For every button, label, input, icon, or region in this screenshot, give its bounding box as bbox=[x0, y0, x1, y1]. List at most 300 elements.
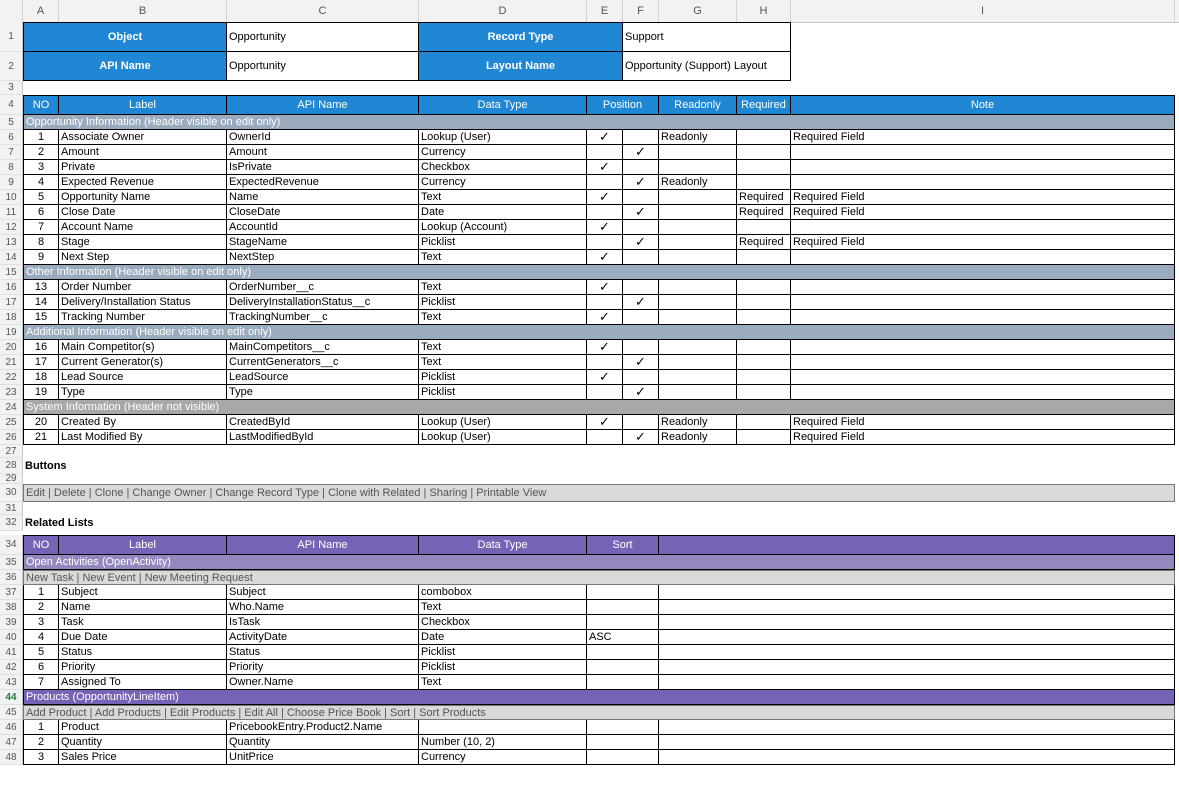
field-readonly[interactable] bbox=[659, 370, 737, 385]
field-data-type[interactable]: Lookup (User) bbox=[419, 130, 587, 145]
related-lists-title: Related Lists bbox=[25, 517, 94, 529]
row-header-37[interactable]: 37 bbox=[0, 585, 23, 600]
row-header-46[interactable]: 46 bbox=[0, 720, 23, 735]
column-header-row bbox=[0, 0, 1179, 23]
row-header-13[interactable]: 13 bbox=[0, 235, 23, 250]
field-note[interactable] bbox=[791, 175, 1175, 190]
position-right-check[interactable]: ✓ bbox=[623, 235, 659, 250]
related-empty bbox=[659, 735, 1175, 750]
position-right-check[interactable] bbox=[623, 370, 659, 385]
column-header-f[interactable]: F bbox=[623, 0, 659, 22]
field-data-type[interactable]: Picklist bbox=[419, 370, 587, 385]
related-data-type[interactable]: Picklist bbox=[419, 645, 587, 660]
field-label[interactable]: Current Generator(s) bbox=[59, 355, 227, 370]
field-api-name[interactable]: AccountId bbox=[227, 220, 419, 235]
buttons-bar[interactable]: Edit | Delete | Clone | Change Owner | Change Record Type | Clone with Related | Sharing | Printable View bbox=[23, 484, 1175, 502]
field-required[interactable]: Required bbox=[737, 190, 791, 205]
field-readonly[interactable] bbox=[659, 205, 737, 220]
row-header-12[interactable]: 12 bbox=[0, 220, 23, 235]
row-header-3[interactable]: 3 bbox=[0, 81, 23, 95]
position-left-check[interactable]: ✓ bbox=[587, 280, 623, 295]
row-header-23[interactable]: 23 bbox=[0, 385, 23, 400]
row-header-38[interactable]: 38 bbox=[0, 600, 23, 615]
row-header-4[interactable]: 4 bbox=[0, 95, 23, 115]
row-header-5[interactable]: 5 bbox=[0, 115, 23, 130]
field-data-type[interactable]: Date bbox=[419, 205, 587, 220]
field-note[interactable] bbox=[791, 220, 1175, 235]
position-right-check[interactable]: ✓ bbox=[623, 385, 659, 400]
field-note[interactable] bbox=[791, 145, 1175, 160]
field-label[interactable]: Main Competitor(s) bbox=[59, 340, 227, 355]
related-no: 6 bbox=[23, 660, 59, 675]
record-type-value[interactable]: Support bbox=[623, 22, 791, 52]
row-header-27[interactable]: 27 bbox=[0, 445, 23, 458]
field-no: 9 bbox=[23, 250, 59, 265]
row-header-36[interactable]: 36 bbox=[0, 570, 23, 585]
field-label[interactable]: Delivery/Installation Status bbox=[59, 295, 227, 310]
row-header-6[interactable]: 6 bbox=[0, 130, 23, 145]
field-data-type[interactable]: Lookup (User) bbox=[419, 415, 587, 430]
field-api-name[interactable]: LastModifiedById bbox=[227, 430, 419, 445]
related-api-name[interactable]: PricebookEntry.Product2.Name bbox=[227, 720, 419, 735]
related-api-name[interactable]: ActivityDate bbox=[227, 630, 419, 645]
field-api-name[interactable]: LeadSource bbox=[227, 370, 419, 385]
field-note[interactable] bbox=[791, 310, 1175, 325]
field-required[interactable]: Required bbox=[737, 205, 791, 220]
field-note[interactable] bbox=[791, 160, 1175, 175]
field-api-name[interactable]: DeliveryInstallationStatus__c bbox=[227, 295, 419, 310]
row-header-1[interactable]: 1 bbox=[0, 22, 23, 52]
related-empty bbox=[659, 645, 1175, 660]
related-no: 7 bbox=[23, 675, 59, 690]
related-empty bbox=[659, 720, 1175, 735]
row-header-40[interactable]: 40 bbox=[0, 630, 23, 645]
related-buttons-bar-0[interactable]: New Task | New Event | New Meeting Request bbox=[23, 570, 1175, 585]
related-sort[interactable] bbox=[587, 585, 659, 600]
related-sort[interactable] bbox=[587, 615, 659, 630]
row-header-7[interactable]: 7 bbox=[0, 145, 23, 160]
related-sort[interactable]: ASC bbox=[587, 630, 659, 645]
field-note[interactable] bbox=[791, 340, 1175, 355]
position-left-check[interactable]: ✓ bbox=[587, 340, 623, 355]
position-left-check[interactable]: ✓ bbox=[587, 130, 623, 145]
field-header-5: Readonly bbox=[659, 95, 737, 115]
position-right-check[interactable] bbox=[623, 220, 659, 235]
row-header-11[interactable]: 11 bbox=[0, 205, 23, 220]
layout-name-label: Layout Name bbox=[419, 52, 623, 81]
field-no: 15 bbox=[23, 310, 59, 325]
field-data-type[interactable]: Text bbox=[419, 355, 587, 370]
field-note[interactable] bbox=[791, 385, 1175, 400]
position-right-check[interactable]: ✓ bbox=[623, 295, 659, 310]
column-header-g[interactable]: G bbox=[659, 0, 737, 22]
position-left-check[interactable]: ✓ bbox=[587, 190, 623, 205]
column-header-a[interactable]: A bbox=[23, 0, 59, 22]
related-label[interactable]: Product bbox=[59, 720, 227, 735]
field-label[interactable]: Private bbox=[59, 160, 227, 175]
field-readonly[interactable] bbox=[659, 160, 737, 175]
position-right-check[interactable] bbox=[623, 250, 659, 265]
field-note[interactable]: Required Field bbox=[791, 430, 1175, 445]
related-api-name[interactable]: IsTask bbox=[227, 615, 419, 630]
field-api-name[interactable]: Amount bbox=[227, 145, 419, 160]
related-header-1: Label bbox=[59, 535, 227, 555]
related-label[interactable]: Subject bbox=[59, 585, 227, 600]
related-label[interactable]: Task bbox=[59, 615, 227, 630]
field-label[interactable]: Account Name bbox=[59, 220, 227, 235]
field-required[interactable] bbox=[737, 280, 791, 295]
position-left-check[interactable]: ✓ bbox=[587, 310, 623, 325]
field-required[interactable] bbox=[737, 130, 791, 145]
field-api-name[interactable]: Type bbox=[227, 385, 419, 400]
field-api-name[interactable]: TrackingNumber__c bbox=[227, 310, 419, 325]
field-note[interactable]: Required Field bbox=[791, 190, 1175, 205]
record-type-label: Record Type bbox=[419, 22, 623, 52]
field-required[interactable] bbox=[737, 355, 791, 370]
field-label[interactable]: Lead Source bbox=[59, 370, 227, 385]
related-sort[interactable] bbox=[587, 720, 659, 735]
row-header-14[interactable]: 14 bbox=[0, 250, 23, 265]
related-label[interactable]: Assigned To bbox=[59, 675, 227, 690]
position-left-check[interactable]: ✓ bbox=[587, 250, 623, 265]
position-left-check[interactable] bbox=[587, 295, 623, 310]
field-label[interactable]: Next Step bbox=[59, 250, 227, 265]
related-no: 1 bbox=[23, 720, 59, 735]
field-label[interactable]: Stage bbox=[59, 235, 227, 250]
column-header-i[interactable]: I bbox=[791, 0, 1175, 22]
row-header-15[interactable]: 15 bbox=[0, 265, 23, 280]
position-left-check[interactable]: ✓ bbox=[587, 220, 623, 235]
position-right-check[interactable] bbox=[623, 415, 659, 430]
related-header-4: Sort bbox=[587, 535, 659, 555]
field-no: 8 bbox=[23, 235, 59, 250]
field-note[interactable] bbox=[791, 250, 1175, 265]
related-api-name[interactable]: Owner.Name bbox=[227, 675, 419, 690]
field-label[interactable]: Amount bbox=[59, 145, 227, 160]
related-data-type[interactable]: Checkbox bbox=[419, 615, 587, 630]
field-no: 5 bbox=[23, 190, 59, 205]
column-header-h[interactable]: H bbox=[737, 0, 791, 22]
field-label[interactable]: Order Number bbox=[59, 280, 227, 295]
row-header-26[interactable]: 26 bbox=[0, 430, 23, 445]
field-readonly[interactable]: Readonly bbox=[659, 175, 737, 190]
field-data-type[interactable]: Picklist bbox=[419, 235, 587, 250]
related-buttons-bar-1[interactable]: Add Product | Add Products | Edit Products | Edit All | Choose Price Book | Sort | Sort Products bbox=[23, 705, 1175, 720]
row-header-47[interactable]: 47 bbox=[0, 735, 23, 750]
related-label[interactable]: Quantity bbox=[59, 735, 227, 750]
field-note[interactable] bbox=[791, 355, 1175, 370]
field-readonly[interactable] bbox=[659, 310, 737, 325]
column-header-e[interactable]: E bbox=[587, 0, 623, 22]
field-required[interactable] bbox=[737, 250, 791, 265]
field-api-name[interactable]: ExpectedRevenue bbox=[227, 175, 419, 190]
related-api-name[interactable]: Quantity bbox=[227, 735, 419, 750]
api-name-label: API Name bbox=[23, 52, 227, 81]
field-data-type[interactable]: Currency bbox=[419, 145, 587, 160]
row-header-43[interactable]: 43 bbox=[0, 675, 23, 690]
row-header-42[interactable]: 42 bbox=[0, 660, 23, 675]
object-label: Object bbox=[23, 22, 227, 52]
field-readonly[interactable] bbox=[659, 250, 737, 265]
position-left-check[interactable]: ✓ bbox=[587, 160, 623, 175]
select-all-corner[interactable] bbox=[0, 0, 23, 22]
related-sort[interactable] bbox=[587, 645, 659, 660]
related-empty bbox=[659, 615, 1175, 630]
related-api-name[interactable]: Who.Name bbox=[227, 600, 419, 615]
row-header-25[interactable]: 25 bbox=[0, 415, 23, 430]
field-data-type[interactable]: Currency bbox=[419, 175, 587, 190]
section-title-2: Additional Information (Header visible on edit only) bbox=[23, 325, 1175, 340]
row-header-2[interactable]: 2 bbox=[0, 52, 23, 81]
related-empty bbox=[659, 660, 1175, 675]
row-header-22[interactable]: 22 bbox=[0, 370, 23, 385]
field-required[interactable] bbox=[737, 145, 791, 160]
position-left-check[interactable] bbox=[587, 355, 623, 370]
field-no: 18 bbox=[23, 370, 59, 385]
field-readonly[interactable] bbox=[659, 235, 737, 250]
related-sort[interactable] bbox=[587, 735, 659, 750]
position-right-check[interactable] bbox=[623, 190, 659, 205]
row-header-35[interactable]: 35 bbox=[0, 555, 23, 570]
position-right-check[interactable]: ✓ bbox=[623, 175, 659, 190]
field-data-type[interactable]: Lookup (User) bbox=[419, 430, 587, 445]
field-readonly[interactable] bbox=[659, 220, 737, 235]
row-header-32[interactable]: 32 bbox=[0, 515, 23, 531]
related-no: 1 bbox=[23, 585, 59, 600]
section-title-3: System Information (Header not visible) bbox=[23, 400, 1175, 415]
row-header-48[interactable]: 48 bbox=[0, 750, 23, 765]
field-required[interactable] bbox=[737, 175, 791, 190]
related-label[interactable]: Due Date bbox=[59, 630, 227, 645]
row-header-44[interactable]: 44 bbox=[0, 690, 23, 705]
row-header-10[interactable]: 10 bbox=[0, 190, 23, 205]
field-label[interactable]: Close Date bbox=[59, 205, 227, 220]
field-label[interactable]: Created By bbox=[59, 415, 227, 430]
field-api-name[interactable]: CloseDate bbox=[227, 205, 419, 220]
related-empty bbox=[659, 600, 1175, 615]
field-data-type[interactable]: Text bbox=[419, 340, 587, 355]
position-right-check[interactable]: ✓ bbox=[623, 145, 659, 160]
position-right-check[interactable] bbox=[623, 130, 659, 145]
field-note[interactable]: Required Field bbox=[791, 415, 1175, 430]
field-api-name[interactable]: CurrentGenerators__c bbox=[227, 355, 419, 370]
field-api-name[interactable]: IsPrivate bbox=[227, 160, 419, 175]
field-note[interactable] bbox=[791, 295, 1175, 310]
field-required[interactable] bbox=[737, 430, 791, 445]
field-no: 14 bbox=[23, 295, 59, 310]
object-value[interactable]: Opportunity bbox=[227, 22, 419, 52]
related-data-type[interactable]: combobox bbox=[419, 585, 587, 600]
field-data-type[interactable]: Text bbox=[419, 310, 587, 325]
related-no: 3 bbox=[23, 750, 59, 765]
related-no: 5 bbox=[23, 645, 59, 660]
field-required[interactable] bbox=[737, 160, 791, 175]
related-data-type[interactable] bbox=[419, 720, 587, 735]
position-left-check[interactable]: ✓ bbox=[587, 415, 623, 430]
field-data-type[interactable]: Text bbox=[419, 250, 587, 265]
related-data-type[interactable]: Number (10, 2) bbox=[419, 735, 587, 750]
field-api-name[interactable]: StageName bbox=[227, 235, 419, 250]
field-readonly[interactable]: Readonly bbox=[659, 415, 737, 430]
row-header-41[interactable]: 41 bbox=[0, 645, 23, 660]
position-left-check[interactable] bbox=[587, 205, 623, 220]
field-readonly[interactable] bbox=[659, 145, 737, 160]
field-readonly[interactable] bbox=[659, 280, 737, 295]
column-header-c[interactable]: C bbox=[227, 0, 419, 22]
field-label[interactable]: Last Modified By bbox=[59, 430, 227, 445]
field-api-name[interactable]: Name bbox=[227, 190, 419, 205]
field-no: 13 bbox=[23, 280, 59, 295]
related-header-0: NO bbox=[23, 535, 59, 555]
row-header-45[interactable]: 45 bbox=[0, 705, 23, 720]
related-data-type[interactable]: Date bbox=[419, 630, 587, 645]
field-note[interactable]: Required Field bbox=[791, 235, 1175, 250]
field-api-name[interactable]: MainCompetitors__c bbox=[227, 340, 419, 355]
position-left-check[interactable] bbox=[587, 430, 623, 445]
related-data-type[interactable]: Currency bbox=[419, 750, 587, 765]
row-header-19[interactable]: 19 bbox=[0, 325, 23, 340]
related-sort[interactable] bbox=[587, 660, 659, 675]
field-note[interactable] bbox=[791, 370, 1175, 385]
position-right-check[interactable]: ✓ bbox=[623, 430, 659, 445]
field-required[interactable] bbox=[737, 295, 791, 310]
row-header-30[interactable]: 30 bbox=[0, 484, 23, 502]
field-note[interactable]: Required Field bbox=[791, 205, 1175, 220]
row-header-16[interactable]: 16 bbox=[0, 280, 23, 295]
field-header-4: Position bbox=[587, 95, 659, 115]
position-left-check[interactable] bbox=[587, 145, 623, 160]
related-label[interactable]: Priority bbox=[59, 660, 227, 675]
buttons-title: Buttons bbox=[25, 460, 67, 472]
column-header-b[interactable]: B bbox=[59, 0, 227, 22]
position-left-check[interactable] bbox=[587, 175, 623, 190]
position-right-check[interactable] bbox=[623, 160, 659, 175]
field-required[interactable] bbox=[737, 385, 791, 400]
related-sort[interactable] bbox=[587, 675, 659, 690]
related-no: 4 bbox=[23, 630, 59, 645]
related-sort[interactable] bbox=[587, 750, 659, 765]
field-readonly[interactable]: Readonly bbox=[659, 430, 737, 445]
field-data-type[interactable]: Text bbox=[419, 190, 587, 205]
field-readonly[interactable] bbox=[659, 295, 737, 310]
row-header-24[interactable]: 24 bbox=[0, 400, 23, 415]
row-header-28[interactable]: 28 bbox=[0, 458, 23, 474]
related-api-name[interactable]: UnitPrice bbox=[227, 750, 419, 765]
field-note[interactable] bbox=[791, 280, 1175, 295]
row-header-39[interactable]: 39 bbox=[0, 615, 23, 630]
position-left-check[interactable] bbox=[587, 385, 623, 400]
row-header-8[interactable]: 8 bbox=[0, 160, 23, 175]
related-api-name[interactable]: Priority bbox=[227, 660, 419, 675]
related-data-type[interactable]: Text bbox=[419, 600, 587, 615]
field-label[interactable]: Opportunity Name bbox=[59, 190, 227, 205]
related-title-0: Open Activities (OpenActivity) bbox=[23, 555, 1175, 570]
field-header-0: NO bbox=[23, 95, 59, 115]
field-data-type[interactable]: Lookup (Account) bbox=[419, 220, 587, 235]
row-header-9[interactable]: 9 bbox=[0, 175, 23, 190]
field-label[interactable]: Expected Revenue bbox=[59, 175, 227, 190]
position-left-check[interactable]: ✓ bbox=[587, 370, 623, 385]
field-no: 16 bbox=[23, 340, 59, 355]
row-header-20[interactable]: 20 bbox=[0, 340, 23, 355]
row-header-34[interactable]: 34 bbox=[0, 535, 23, 555]
related-api-name[interactable]: Subject bbox=[227, 585, 419, 600]
related-data-type[interactable]: Picklist bbox=[419, 660, 587, 675]
field-required[interactable] bbox=[737, 340, 791, 355]
field-no: 6 bbox=[23, 205, 59, 220]
field-readonly[interactable] bbox=[659, 340, 737, 355]
related-header-3: Data Type bbox=[419, 535, 587, 555]
related-data-type[interactable]: Text bbox=[419, 675, 587, 690]
api-name-value[interactable]: Opportunity bbox=[227, 52, 419, 81]
field-no: 17 bbox=[23, 355, 59, 370]
field-header-7: Note bbox=[791, 95, 1175, 115]
field-readonly[interactable] bbox=[659, 385, 737, 400]
field-label[interactable]: Associate Owner bbox=[59, 130, 227, 145]
field-label[interactable]: Type bbox=[59, 385, 227, 400]
field-readonly[interactable]: Readonly bbox=[659, 130, 737, 145]
related-label[interactable]: Status bbox=[59, 645, 227, 660]
field-data-type[interactable]: Checkbox bbox=[419, 160, 587, 175]
position-left-check[interactable] bbox=[587, 235, 623, 250]
field-data-type[interactable]: Text bbox=[419, 280, 587, 295]
position-right-check[interactable]: ✓ bbox=[623, 355, 659, 370]
row-header-21[interactable]: 21 bbox=[0, 355, 23, 370]
position-right-check[interactable] bbox=[623, 310, 659, 325]
position-right-check[interactable] bbox=[623, 280, 659, 295]
field-api-name[interactable]: NextStep bbox=[227, 250, 419, 265]
layout-name-value[interactable]: Opportunity (Support) Layout bbox=[623, 52, 791, 81]
section-title-0: Opportunity Information (Header visible on edit only) bbox=[23, 115, 1175, 130]
related-header-filler bbox=[659, 535, 1175, 555]
field-header-6: Required bbox=[737, 95, 791, 115]
position-right-check[interactable] bbox=[623, 340, 659, 355]
field-no: 2 bbox=[23, 145, 59, 160]
related-label[interactable]: Sales Price bbox=[59, 750, 227, 765]
related-api-name[interactable]: Status bbox=[227, 645, 419, 660]
field-required[interactable] bbox=[737, 220, 791, 235]
field-data-type[interactable]: Picklist bbox=[419, 295, 587, 310]
field-no: 3 bbox=[23, 160, 59, 175]
field-note[interactable]: Required Field bbox=[791, 130, 1175, 145]
field-required[interactable]: Required bbox=[737, 235, 791, 250]
field-label[interactable]: Tracking Number bbox=[59, 310, 227, 325]
field-required[interactable] bbox=[737, 415, 791, 430]
related-label[interactable]: Name bbox=[59, 600, 227, 615]
row-header-31[interactable]: 31 bbox=[0, 502, 23, 515]
field-api-name[interactable]: CreatedById bbox=[227, 415, 419, 430]
field-api-name[interactable]: OwnerId bbox=[227, 130, 419, 145]
row-header-18[interactable]: 18 bbox=[0, 310, 23, 325]
related-sort[interactable] bbox=[587, 600, 659, 615]
related-empty bbox=[659, 675, 1175, 690]
column-header-d[interactable]: D bbox=[419, 0, 587, 22]
row-header-17[interactable]: 17 bbox=[0, 295, 23, 310]
field-readonly[interactable] bbox=[659, 355, 737, 370]
field-required[interactable] bbox=[737, 310, 791, 325]
field-required[interactable] bbox=[737, 370, 791, 385]
related-header-2: API Name bbox=[227, 535, 419, 555]
field-data-type[interactable]: Picklist bbox=[419, 385, 587, 400]
position-right-check[interactable]: ✓ bbox=[623, 205, 659, 220]
field-readonly[interactable] bbox=[659, 190, 737, 205]
field-api-name[interactable]: OrderNumber__c bbox=[227, 280, 419, 295]
related-no: 3 bbox=[23, 615, 59, 630]
section-title-1: Other Information (Header visible on edit only) bbox=[23, 265, 1175, 280]
field-header-1: Label bbox=[59, 95, 227, 115]
field-no: 7 bbox=[23, 220, 59, 235]
row-header-29[interactable]: 29 bbox=[0, 474, 23, 484]
